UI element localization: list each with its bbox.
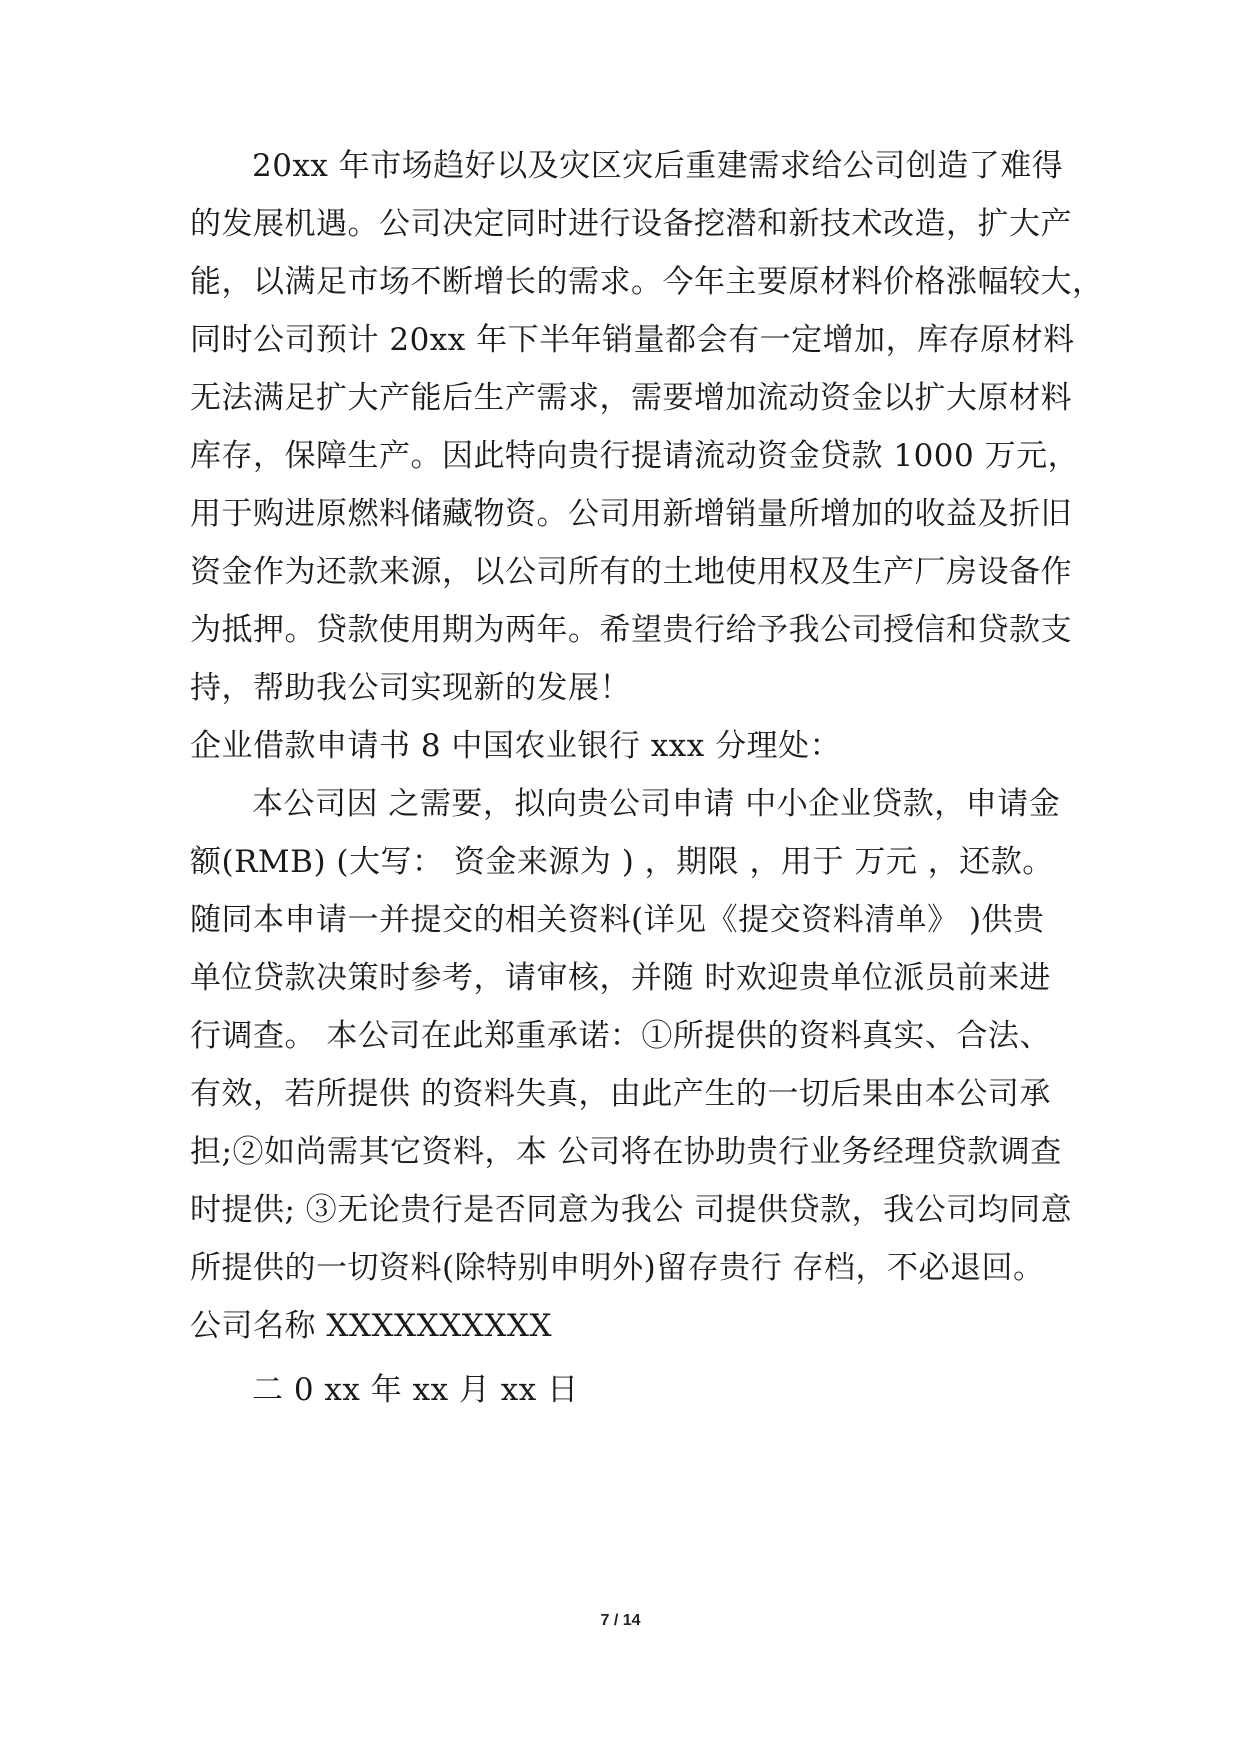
paragraph2-line: 行调查。 本公司在此郑重承诺：①所提供的资料真实、合法、 bbox=[190, 1018, 1051, 1054]
paragraph2-line: 有效，若所提供 的资料失真，由此产生的一切后果由本公司承 bbox=[190, 1076, 1051, 1112]
paragraph2-line: 单位贷款决策时参考，请审核，并随 时欢迎贵单位派员前来进 bbox=[190, 960, 1051, 996]
paragraph1-line: 无法满足扩大产能后生产需求，需要增加流动资金以扩大原材料 bbox=[190, 380, 1072, 416]
paragraph1-line: 为抵押。贷款使用期为两年。希望贵行给予我公司授信和贷款支 bbox=[190, 612, 1072, 648]
paragraph2-line: 额(RMB) (大写： 资金来源为 ) ，期限 ，用于 万元 ，还款。 bbox=[190, 844, 1054, 880]
paragraph1-line: 库存，保障生产。因此特向贵行提请流动资金贷款 1000 万元， bbox=[190, 438, 1080, 474]
paragraph2-line: 担;②如尚需其它资料，本 公司将在协助贵行业务经理贷款调查 bbox=[190, 1134, 1062, 1170]
paragraph1-line: 的发展机遇。公司决定同时进行设备挖潜和新技术改造，扩大产 bbox=[190, 206, 1072, 242]
paragraph1-line: 同时公司预计 20xx 年下半年销量都会有一定增加，库存原材料 bbox=[190, 322, 1075, 358]
paragraph1-line: 能，以满足市场不断增长的需求。今年主要原材料价格涨幅较大， bbox=[190, 264, 1104, 300]
paragraph1-line: 20xx 年市场趋好以及灾区灾后重建需求给公司创造了难得 bbox=[252, 148, 1064, 184]
section-heading: 企业借款申请书 8 中国农业银行 xxx 分理处： bbox=[190, 728, 842, 764]
paragraph1-line: 用于购进原燃料储藏物资。公司用新增销量所增加的收益及折旧 bbox=[190, 496, 1072, 532]
paragraph2-line: 本公司因 之需要，拟向贵公司申请 中小企业贷款，申请金 bbox=[252, 786, 1061, 822]
paragraph2-line: 随同本申请一并提交的相关资料(详见《提交资料清单》 )供贵 bbox=[190, 902, 1045, 938]
paragraph2-line: 所提供的一切资料(除特别申明外)留存贵行 存档，不必退回。 bbox=[190, 1250, 1045, 1286]
paragraph1-line: 持，帮助我公司实现新的发展！ bbox=[190, 670, 631, 706]
paragraph1-line: 资金作为还款来源，以公司所有的土地使用权及生产厂房设备作 bbox=[190, 554, 1072, 590]
page-number: 7 / 14 bbox=[600, 1612, 641, 1629]
signature-date: 二 0 xx 年 xx 月 xx 日 bbox=[252, 1372, 579, 1408]
paragraph2-line: 时提供; ③无论贵行是否同意为我公 司提供贷款，我公司均同意 bbox=[190, 1192, 1073, 1228]
company-name: 公司名称 XXXXXXXXXX bbox=[190, 1308, 553, 1344]
